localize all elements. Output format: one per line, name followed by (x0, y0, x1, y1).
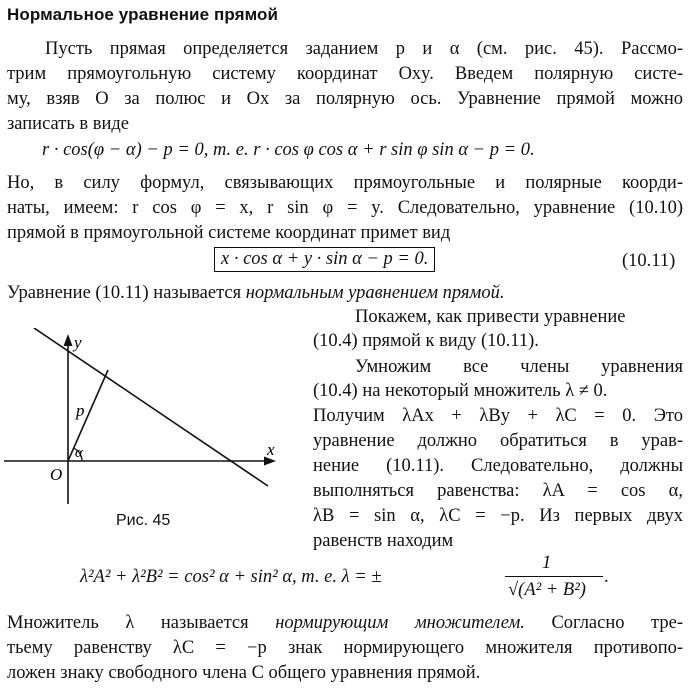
right-column-line-1: Покажем, как привести уравнение (355, 307, 626, 327)
normalizing-factor-term: нормирующим множителем. (275, 613, 525, 633)
label-alpha: α (75, 445, 83, 461)
equation-number: (10.11) (622, 251, 676, 271)
paragraph-4-rest: Согласно тре- (524, 613, 683, 633)
right-column-line-4: (10.4) на некоторый множитель λ ≠ 0. (313, 381, 608, 401)
right-column-line-6: уравнение должно обратиться в урав- (313, 431, 683, 451)
lambda-denominator: √(A² + B²) (508, 580, 586, 600)
polar-equation: r · cos(φ − α) − p = 0, т. е. r · cos φ cos α + r sin φ sin α − p = 0. (42, 140, 535, 160)
paragraph-4-line-3: ложен знаку свободного члена C общего уравнения прямой. (7, 663, 481, 683)
paragraph-2-line-3: прямой в прямоугольной системе координат примет вид (7, 223, 451, 243)
paragraph-4-prefix: Множитель λ называется (7, 613, 276, 633)
paragraph-1-line-3: му, взяв O за полюс и Ox за полярную ось. Уравнение прямой можно (7, 89, 683, 109)
right-column-line-8: выполняться равенства: λA = cos α, (313, 481, 683, 501)
right-column-line-9: λB = sin α, λC = −p. Из первых двух (313, 506, 683, 526)
paragraph-3-prefix: Уравнение (10.11) называется (7, 283, 246, 303)
paragraph-2-line-1: Но, в силу формул, связывающих прямоугольные и полярные коорди- (7, 173, 683, 193)
label-origin: O (50, 465, 63, 484)
straight-line (34, 328, 268, 486)
fraction-bar (505, 576, 603, 577)
label-p: p (76, 401, 85, 420)
right-column-line-7: нение (10.11). Следовательно, должны (313, 456, 683, 476)
right-column-line-2: (10.4) прямой к виду (10.11). (313, 331, 539, 351)
figure-caption: Рис. 45 (116, 512, 171, 529)
normal-segment-p (68, 370, 108, 461)
right-column-line-3: Умножим все члены уравнения (355, 357, 683, 377)
paragraph-1-line-2: трим прямоугольную систему координат Oxy. Введем полярную систе- (7, 64, 683, 84)
paragraph-4-line-2: тьему равенству λC = −p знак нормирующего множителя противопо- (7, 638, 683, 658)
lambda-equation-left: λ²A² + λ²B² = cos² α + sin² α, т. е. λ = ± (80, 567, 382, 587)
paragraph-4-line-1 (7, 612, 683, 634)
normal-equation-box: x · cos α + y · sin α − p = 0. (214, 247, 435, 272)
label-x: x (267, 440, 275, 459)
right-column-line-5: Получим λAx + λBy + λC = 0. Это (313, 406, 683, 426)
paragraph-3 (7, 282, 504, 304)
lambda-equation-period: . (604, 567, 609, 587)
section-heading: Нормальное уравнение прямой (7, 5, 279, 24)
paragraph-1-line-1: Пусть прямая определяется заданием p и α (см. рис. 45). Рассмо- (45, 39, 683, 59)
lambda-numerator: 1 (542, 553, 552, 573)
paragraph-1-line-4: записать в виде (7, 114, 130, 134)
right-column-line-10: равенств находим (313, 531, 454, 551)
label-y: y (74, 333, 82, 352)
y-axis-arrow (64, 334, 73, 346)
figure-45 (0, 328, 300, 508)
normal-equation-term: нормальным уравнением прямой. (245, 283, 505, 303)
paragraph-2-line-2: наты, имеем: r cos φ = x, r sin φ = y. Следовательно, уравнение (10.10) (7, 198, 683, 218)
